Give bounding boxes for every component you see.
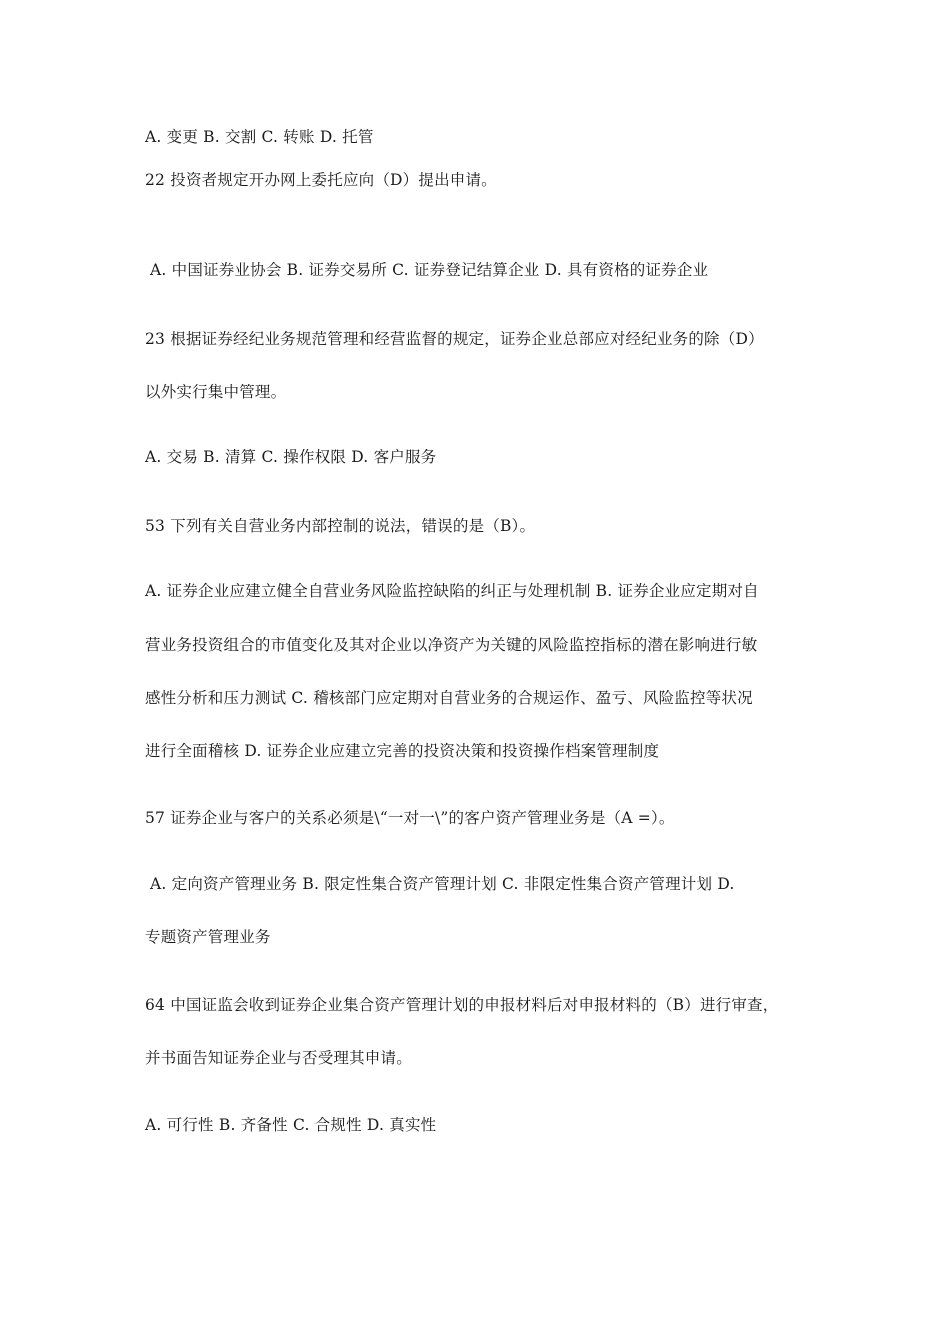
- q23-options: A. 交易 B. 清算 C. 操作权限 D. 客户服务: [145, 448, 437, 466]
- q53-options-line3: 感性分析和压力测试 C. 稽核部门应定期对自营业务的合规运作、盈亏、风险监控等状况: [145, 689, 753, 707]
- q57-options-line2: 专题资产管理业务: [145, 928, 271, 946]
- q53-question: 53 下列有关自营业务内部控制的说法，错误的是（B）。: [145, 517, 536, 535]
- q57-question: 57 证券企业与客户的关系必须是\“一对一\”的客户资产管理业务是（A =）。: [145, 809, 675, 827]
- q64-question-line1: 64 中国证监会收到证券企业集合资产管理计划的申报材料后对申报材料的（B）进行审查，: [145, 996, 779, 1014]
- q23-question-line1: 23 根据证券经纪业务规范管理和经营监督的规定，证券企业总部应对经纪业务的除（D）: [145, 330, 764, 348]
- q23-question-line2: 以外实行集中管理。: [145, 383, 287, 401]
- q53-options-line2: 营业务投资组合的市值变化及其对企业以净资产为关键的风险监控指标的潜在影响进行敏: [145, 636, 758, 654]
- q64-options: A. 可行性 B. 齐备性 C. 合规性 D. 真实性: [145, 1116, 437, 1134]
- q53-options-line4: 进行全面稽核 D. 证券企业应建立完善的投资决策和投资操作档案管理制度: [145, 742, 660, 760]
- q64-question-line2: 并书面告知证券企业与否受理其申请。: [145, 1049, 412, 1067]
- q22-question: 22 投资者规定开办网上委托应向（D）提出申请。: [145, 171, 497, 189]
- q57-options-line1: A. 定向资产管理业务 B. 限定性集合资产管理计划 C. 非限定性集合资产管理计划 D.: [150, 875, 735, 893]
- q21-options: A. 变更 B. 交割 C. 转账 D. 托管: [145, 128, 374, 146]
- q22-options: A. 中国证券业协会 B. 证券交易所 C. 证券登记结算企业 D. 具有资格的证券企业: [150, 261, 709, 279]
- q53-options-line1: A. 证券企业应建立健全自营业务风险监控缺陷的纠正与处理机制 B. 证券企业应定期对自: [145, 582, 759, 600]
